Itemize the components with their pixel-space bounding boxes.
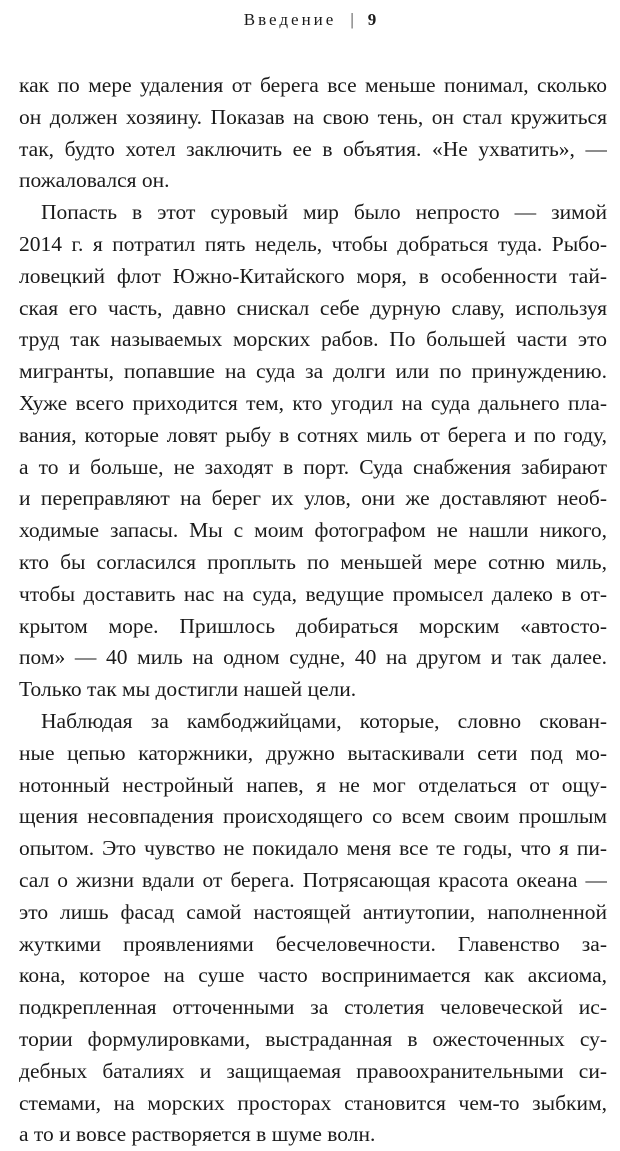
- header-separator: |: [350, 10, 354, 29]
- text-line: ская его часть, давно снискал себе дурную славу, используя: [19, 295, 607, 320]
- text-line: кона, которое на суше часто воспринимается как аксиома,: [19, 963, 607, 988]
- text-line: это лишь фасад самой настоящей антиутопии, наполненной: [19, 899, 607, 924]
- text-line: Хуже всего приходится тем, кто угодил на суда дальнего пла-: [19, 390, 607, 415]
- text-line: щения несовпадения происходящего со всем своим прошлым: [19, 804, 607, 829]
- paragraph: [19, 197, 607, 706]
- text-line: крытом море. Пришлось добираться морским «автосто-: [19, 613, 607, 638]
- text-line: а то и вовсе растворяется в шуме волн.: [19, 1122, 376, 1147]
- text-line: он должен хозяину. Показав на свою тень, он стал кружиться: [19, 104, 607, 129]
- section-title: Введение: [243, 10, 337, 29]
- text-line: опытом. Это чувство не покидало меня все те годы, что я пи-: [19, 836, 607, 861]
- text-line: подкрепленная отточенными за столетия человеческой ис-: [19, 995, 607, 1020]
- text-line: Попасть в этот суровый мир было непросто — зимой: [41, 200, 607, 225]
- text-line: дебных баталиях и защищаемая правоохранительными си-: [19, 1058, 607, 1083]
- text-line: чтобы доставить нас на суда, ведущие промысел далеко в от-: [19, 581, 607, 606]
- text-line: мигранты, попавшие на суда за долги или по принуждению.: [19, 359, 607, 384]
- text-line: ные цепью каторжники, дружно вытаскивали сети под мо-: [19, 740, 607, 765]
- running-head: [0, 8, 620, 32]
- text-line: как по мере удаления от берега все меньше понимал, сколько: [19, 73, 607, 97]
- text-line: ходимые запасы. Мы с моим фотографом не нашли никого,: [19, 518, 607, 543]
- text-line: Наблюдая за камбоджийцами, которые, словно скован-: [41, 708, 607, 733]
- text-line: нотонный нестройный напев, я не мог отделаться от ощу-: [19, 772, 607, 797]
- text-line: кто бы согласился проплыть по меньшей мере сотню миль,: [19, 549, 607, 574]
- text-line: 2014 г. я потратил пять недель, чтобы добраться туда. Рыбо-: [19, 231, 607, 256]
- text-line: и переправляют на берег их улов, они же доставляют необ-: [19, 486, 607, 511]
- text-line: вания, которые ловят рыбу в сотнях миль от берега и по году,: [19, 422, 607, 447]
- paragraph: [19, 70, 607, 197]
- text-line: стемами, на морских просторах становится чем-то зыбким,: [19, 1090, 607, 1115]
- text-line: жуткими проявлениями бесчеловечности. Главенство за-: [19, 931, 607, 956]
- text-line: сал о жизни вдали от берега. Потрясающая красота океана —: [19, 867, 607, 892]
- text-line: труд так называемых морских рабов. По большей части это: [19, 327, 607, 352]
- text-line: тории формулировками, выстраданная в ожесточенных су-: [19, 1026, 607, 1051]
- text-line: пом» — 40 миль на одном судне, 40 на другом и так далее.: [19, 645, 607, 670]
- text-line: а то и больше, не заходят в порт. Суда снабжения забирают: [19, 454, 607, 479]
- text-line: Только так мы достигли нашей цели.: [19, 677, 357, 702]
- text-line: ловецкий флот Южно-Китайского моря, в особенности тай-: [19, 263, 607, 288]
- body-text: [19, 70, 607, 1151]
- page-number: 9: [367, 10, 377, 29]
- text-line: так, будто хотел заключить ее в объятия. «Не ухватить», —: [19, 136, 607, 161]
- text-line: пожаловался он.: [19, 168, 170, 193]
- paragraph: [19, 706, 607, 1151]
